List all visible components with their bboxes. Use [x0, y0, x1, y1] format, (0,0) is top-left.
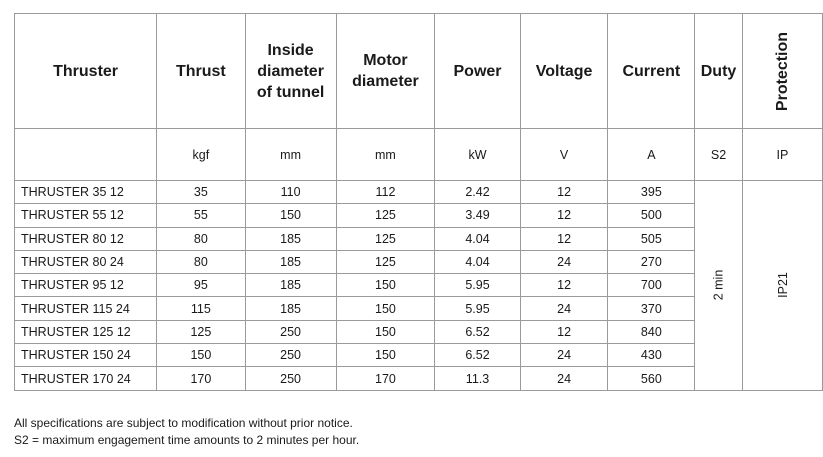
spec-cell: 80: [157, 227, 245, 250]
header-current: Current: [608, 14, 695, 129]
spec-cell: 170: [336, 367, 435, 390]
spec-cell: 12: [520, 320, 608, 343]
unit-cell: IP: [742, 129, 822, 181]
unit-cell: [15, 129, 157, 181]
spec-cell: 24: [520, 344, 608, 367]
spec-cell: 250: [245, 344, 336, 367]
header-power: Power: [435, 14, 520, 129]
table-row: [15, 181, 823, 204]
duty-merged-cell: [695, 181, 743, 391]
thruster-spec-table: [14, 13, 823, 391]
spec-cell: 150: [157, 344, 245, 367]
spec-cell: 250: [245, 367, 336, 390]
spec-cell: 125: [157, 320, 245, 343]
spec-cell: 24: [520, 297, 608, 320]
header-duty: Duty: [695, 14, 743, 129]
header-motor-line-1: Motor: [363, 52, 408, 69]
thruster-model-cell: THRUSTER 150 24: [15, 344, 157, 367]
units-row: [15, 129, 823, 181]
spec-cell: 112: [336, 181, 435, 204]
spec-cell: 4.04: [435, 227, 520, 250]
spec-cell: 840: [608, 320, 695, 343]
spec-cell: 125: [336, 227, 435, 250]
spec-cell: 4.04: [435, 250, 520, 273]
header-motor-line-2: diameter: [352, 73, 419, 90]
header-voltage: Voltage: [520, 14, 608, 129]
spec-cell: 150: [245, 204, 336, 227]
spec-cell: 110: [245, 181, 336, 204]
spec-cell: 95: [157, 274, 245, 297]
spec-cell: 80: [157, 250, 245, 273]
spec-cell: 150: [336, 344, 435, 367]
spec-cell: 700: [608, 274, 695, 297]
thruster-model-cell: THRUSTER 35 12: [15, 181, 157, 204]
spec-cell: 12: [520, 204, 608, 227]
spec-cell: 430: [608, 344, 695, 367]
spec-cell: 125: [336, 204, 435, 227]
thruster-model-cell: THRUSTER 80 12: [15, 227, 157, 250]
spec-cell: 2.42: [435, 181, 520, 204]
header-thrust: Thrust: [157, 14, 245, 129]
spec-cell: 24: [520, 250, 608, 273]
thruster-model-cell: THRUSTER 170 24: [15, 367, 157, 390]
spec-cell: 505: [608, 227, 695, 250]
thruster-model-cell: THRUSTER 95 12: [15, 274, 157, 297]
spec-cell: 35: [157, 181, 245, 204]
spec-cell: 250: [245, 320, 336, 343]
unit-cell: kW: [435, 129, 520, 181]
header-protection-label: Protection: [773, 31, 791, 111]
unit-cell: V: [520, 129, 608, 181]
spec-cell: 6.52: [435, 344, 520, 367]
footnotes: [14, 415, 359, 449]
spec-cell: 150: [336, 274, 435, 297]
header-protection: [742, 14, 822, 129]
unit-cell: S2: [695, 129, 743, 181]
header-thruster: Thruster: [15, 14, 157, 129]
spec-cell: 185: [245, 274, 336, 297]
unit-cell: kgf: [157, 129, 245, 181]
table-body: [15, 181, 823, 391]
header-motor-diameter: [336, 14, 435, 129]
spec-cell: 12: [520, 181, 608, 204]
footnote-2: S2 = maximum engagement time amounts to 2 minutes per hour.: [14, 433, 360, 447]
spec-cell: 125: [336, 250, 435, 273]
header-row: [15, 14, 823, 129]
spec-cell: 500: [608, 204, 695, 227]
spec-cell: 3.49: [435, 204, 520, 227]
spec-cell: 150: [336, 320, 435, 343]
spec-cell: 5.95: [435, 297, 520, 320]
spec-cell: 11.3: [435, 367, 520, 390]
header-inside-line-3: of tunnel: [256, 83, 325, 101]
spec-cell: 270: [608, 250, 695, 273]
spec-cell: 185: [245, 297, 336, 320]
spec-cell: 560: [608, 367, 695, 390]
spec-cell: 55: [157, 204, 245, 227]
protection-value: IP21: [775, 272, 790, 299]
spec-cell: 12: [520, 227, 608, 250]
unit-cell: mm: [336, 129, 435, 181]
thruster-model-cell: THRUSTER 115 24: [15, 297, 157, 320]
header-inside-diameter: [245, 14, 336, 129]
spec-cell: 115: [157, 297, 245, 320]
header-inside-line-1: Inside: [267, 41, 314, 59]
spec-cell: 370: [608, 297, 695, 320]
spec-cell: 185: [245, 227, 336, 250]
spec-cell: 24: [520, 367, 608, 390]
duty-value: 2 min: [711, 270, 726, 301]
unit-cell: mm: [245, 129, 336, 181]
footnote-1: All specifications are subject to modification without prior notice.: [14, 416, 353, 430]
spec-cell: 150: [336, 297, 435, 320]
thruster-model-cell: THRUSTER 125 12: [15, 320, 157, 343]
thruster-model-cell: THRUSTER 80 24: [15, 250, 157, 273]
header-inside-line-2: diameter: [257, 62, 324, 80]
thruster-model-cell: THRUSTER 55 12: [15, 204, 157, 227]
unit-cell: A: [608, 129, 695, 181]
protection-merged-cell: [742, 181, 822, 391]
spec-cell: 12: [520, 274, 608, 297]
spec-cell: 185: [245, 250, 336, 273]
spec-cell: 5.95: [435, 274, 520, 297]
spec-cell: 170: [157, 367, 245, 390]
spec-cell: 395: [608, 181, 695, 204]
spec-cell: 6.52: [435, 320, 520, 343]
